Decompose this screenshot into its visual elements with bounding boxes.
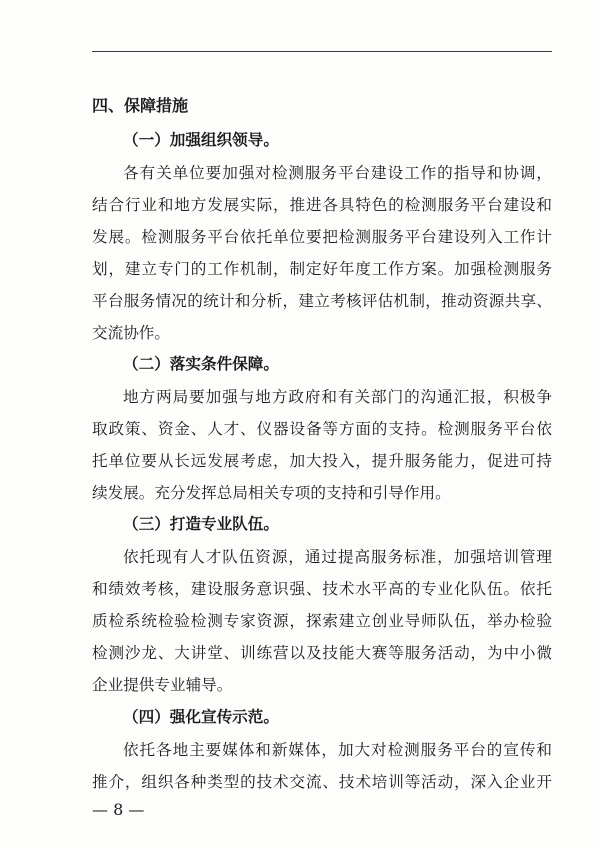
paragraph-line: 地方两局要加强与地方政府和有关部门的沟通汇报，积极争 [123, 388, 552, 406]
paragraph-line: 依托现有人才队伍资源，通过提高服务标准，加强培训管理 [123, 548, 552, 566]
paragraph-line: 依托各地主要媒体和新媒体，加大对检测服务平台的宣传和 [123, 741, 552, 759]
paragraph-line: 结合行业和地方发展实际，推进各具特色的检测服务平台建设和 [92, 196, 552, 214]
paragraph-line: 划，建立专门的工作机制，制定好年度工作方案。加强检测服务 [92, 260, 552, 278]
subsection-heading-4: （四）强化宣传示范。 [123, 707, 279, 726]
paragraph-line: 发展。检测服务平台依托单位要把检测服务平台建设列入工作计 [92, 228, 552, 246]
paragraph-line: 企业提供专业辅导。 [92, 676, 233, 694]
paragraph-line: 和绩效考核，建设服务意识强、技术水平高的专业化队伍。依托 [92, 580, 552, 598]
paragraph-line: 取政策、资金、人才、仪器设备等方面的支持。检测服务平台依 [92, 420, 552, 438]
paragraph-line: 检测沙龙、大讲堂、训练营以及技能大赛等服务活动，为中小微 [92, 644, 552, 662]
paragraph-line: 质检系统检验检测专家资源，探索建立创业导师队伍，举办检验 [92, 612, 552, 630]
paragraph-line: 托单位要从长远发展考虑，加大投入，提升服务能力，促进可持 [92, 452, 552, 470]
paragraph-line: 各有关单位要加强对检测服务平台建设工作的指导和协调， [123, 164, 552, 182]
paragraph-line: 续发展。充分发挥总局相关专项的支持和引导作用。 [92, 484, 451, 502]
paragraph-line: 平台服务情况的统计和分析，建立考核评估机制，推动资源共享、 [92, 292, 552, 310]
subsection-heading-2: （二）落实条件保障。 [123, 354, 279, 373]
header-rule [92, 51, 552, 52]
page-number: — 8 — [92, 800, 145, 819]
section-heading: 四、保障措施 [92, 96, 189, 115]
subsection-heading-3: （三）打造专业队伍。 [123, 514, 279, 533]
subsection-heading-1: （一）加强组织领导。 [123, 130, 279, 149]
paragraph-line: 推介，组织各种类型的技术交流、技术培训等活动，深入企业开 [92, 773, 552, 791]
paragraph-line: 交流协作。 [92, 324, 170, 342]
